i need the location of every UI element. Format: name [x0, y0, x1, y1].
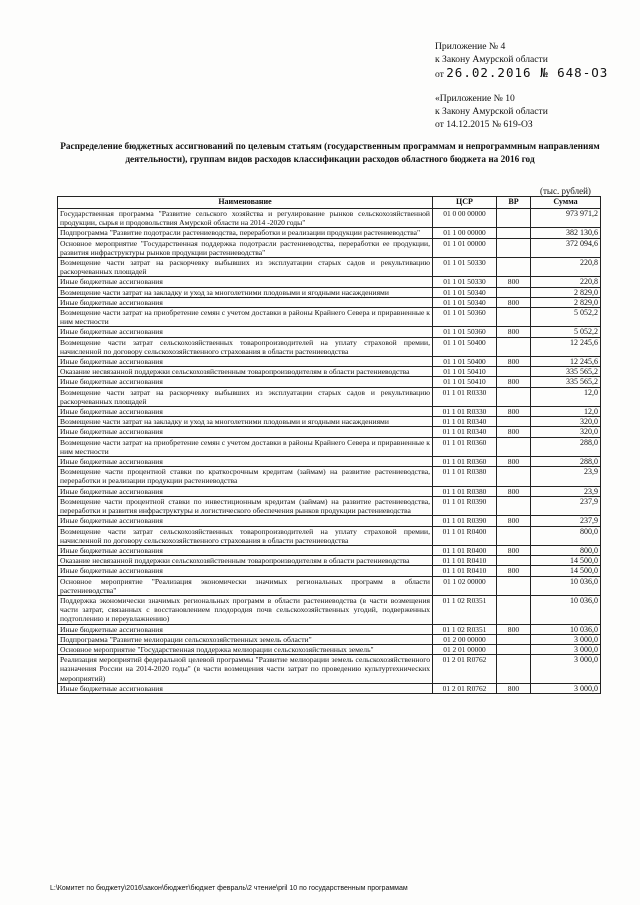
cell-vr	[497, 209, 531, 228]
cell-name: Иные бюджетные ассигнования	[58, 457, 433, 467]
table-row	[58, 327, 601, 337]
cell-sum: 335 565,2	[531, 377, 601, 387]
cell-name: Иные бюджетные ассигнования	[58, 516, 433, 526]
cell-vr	[497, 595, 531, 624]
cell-name: Реализация мероприятий федеральной целевой программы "Развитие мелиорации земель сельскохозяйственного назначения России на 2014-2020 годы" (в части возмещения части затрат по проведению культуртехнических мероприятий)	[58, 655, 433, 684]
cell-sum: 23,9	[531, 467, 601, 486]
table-row	[58, 377, 601, 387]
cell-name: Оказание несвязанной поддержки сельскохозяйственным товаропроизводителям в области растениеводства	[58, 367, 433, 377]
cell-name: Возмещение части затрат на закладку и уход за многолетними плодовыми и ягодными насаждениями	[58, 417, 433, 427]
table-row	[58, 437, 601, 456]
cell-name: Возмещение части процентной ставки по инвестиционным кредитам (займам) на развитие растениеводства, переработки и развития инфраструктуры и логистического обеспечения рынков продукции растениеводства	[58, 496, 433, 515]
cell-csr: 01 1 01 R0340	[433, 427, 497, 437]
cell-sum: 382 130,6	[531, 228, 601, 238]
table-row	[58, 576, 601, 595]
cell-csr: 01 1 01 00000	[433, 238, 497, 257]
cell-name: Поддержка экономически значимых региональных программ в области растениеводства (в части возмещения части затрат, связанных с восстановлением плодородия почв сельскохозяйственных угодий, подверженных подтоплению и переувлажнению)	[58, 595, 433, 624]
cell-name: Возмещение части затрат сельскохозяйственных товаропроизводителей на уплату страховой премии, начисленной по договору сельскохозяйственного страхования в области растениеводства	[58, 337, 433, 356]
cell-vr: 800	[497, 377, 531, 387]
document-title: Распределение бюджетных ассигнований по целевым статьям (государственным программам и непрограммным направлениям деятельности), группам видов расходов классификации расходов областного бюджета на 2016 год	[60, 142, 600, 165]
table-row	[58, 228, 601, 238]
cell-name: Возмещение части затрат на приобретение семян с учетом доставки в районы Крайнего Севера и приравненные к ним местности	[58, 308, 433, 327]
cell-vr	[497, 526, 531, 545]
cell-name: Иные бюджетные ассигнования	[58, 566, 433, 576]
table-row	[58, 526, 601, 545]
appendix-line: Приложение № 4	[435, 41, 506, 52]
cell-sum: 10 036,0	[531, 595, 601, 624]
cell-name: Иные бюджетные ассигнования	[58, 277, 433, 287]
cell-sum: 320,0	[531, 427, 601, 437]
cell-name: Возмещение части затрат на раскорчевку выбывших из эксплуатации старых садов и рекультивацию раскорчеванных площадей	[58, 387, 433, 406]
cell-vr: 800	[497, 516, 531, 526]
cell-sum: 2 829,0	[531, 297, 601, 307]
cell-name: Основное мероприятие "Государственная поддержка мелиорации сельскохозяйственных земель"	[58, 644, 433, 654]
table-row	[58, 496, 601, 515]
cell-vr: 800	[497, 624, 531, 634]
table-row	[58, 417, 601, 427]
cell-sum: 3 000,0	[531, 644, 601, 654]
cell-vr: 800	[497, 277, 531, 287]
cell-sum: 12,0	[531, 387, 601, 406]
units-label: (тыс. рублей)	[540, 186, 591, 196]
table-row	[58, 367, 601, 377]
cell-vr	[497, 337, 531, 356]
cell-vr	[497, 576, 531, 595]
cell-csr: 01 1 01 R0390	[433, 496, 497, 515]
cell-name: Основное мероприятие "Реализация экономически значимых региональных программ в области растениеводства"	[58, 576, 433, 595]
cell-csr: 01 1 01 R0400	[433, 526, 497, 545]
cell-sum: 3 000,0	[531, 655, 601, 684]
table-row	[58, 644, 601, 654]
cell-name: Государственная программа "Развитие сельского хозяйства и регулирование рынков сельскохозяйственной продукции, сырья и продовольствия Амурской области на 2014 -2020 годы"	[58, 209, 433, 228]
cell-sum: 973 971,2	[531, 209, 601, 228]
cell-name: Подпрограмма "Развитие мелиорации сельскохозяйственных земель области"	[58, 634, 433, 644]
prev-appendix-law-line: к Закону Амурской области	[435, 106, 548, 117]
cell-csr: 01 1 01 50360	[433, 327, 497, 337]
table-row	[58, 387, 601, 406]
cell-csr: 01 1 02 00000	[433, 576, 497, 595]
cell-vr: 800	[497, 407, 531, 417]
cell-csr: 01 1 01 50400	[433, 337, 497, 356]
table-row	[58, 337, 601, 356]
cell-sum: 800,0	[531, 526, 601, 545]
cell-csr: 01 1 01 50360	[433, 308, 497, 327]
cell-vr: 800	[497, 457, 531, 467]
table-row	[58, 457, 601, 467]
table-row	[58, 655, 601, 684]
cell-vr: 800	[497, 427, 531, 437]
cell-name: Иные бюджетные ассигнования	[58, 427, 433, 437]
table-row	[58, 556, 601, 566]
cell-sum: 2 829,0	[531, 287, 601, 297]
cell-sum: 320,0	[531, 417, 601, 427]
table-row	[58, 357, 601, 367]
cell-csr: 01 1 01 R0390	[433, 516, 497, 526]
table-row	[58, 683, 601, 693]
budget-table	[57, 196, 601, 694]
cell-csr: 01 1 01 R0340	[433, 417, 497, 427]
header-csr: ЦСР	[433, 197, 497, 209]
file-path-footer: L:\Комитет по бюджету\2016\закон\бюджет\бюджет февраль\2 чтение\pril 10 по государственным программам	[50, 885, 408, 892]
cell-vr	[497, 644, 531, 654]
table-row	[58, 297, 601, 307]
table-row	[58, 258, 601, 277]
cell-csr: 01 1 01 50410	[433, 367, 497, 377]
cell-vr	[497, 467, 531, 486]
cell-vr: 800	[497, 486, 531, 496]
cell-name: Иные бюджетные ассигнования	[58, 545, 433, 555]
cell-sum: 288,0	[531, 437, 601, 456]
table-body	[58, 209, 601, 694]
cell-sum: 237,9	[531, 496, 601, 515]
table-row	[58, 427, 601, 437]
cell-name: Оказание несвязанной поддержки сельскохозяйственным товаропроизводителям в области растениеводства	[58, 556, 433, 566]
cell-vr	[497, 634, 531, 644]
cell-csr: 01 1 01 R0330	[433, 407, 497, 417]
cell-sum: 5 052,2	[531, 308, 601, 327]
cell-csr: 01 1 01 R0360	[433, 437, 497, 456]
cell-csr: 01 1 02 R0351	[433, 595, 497, 624]
prev-appendix-date-line: от 14.12.2015 № 619-ОЗ	[435, 119, 533, 130]
appendix-header	[435, 40, 635, 131]
cell-sum: 220,8	[531, 277, 601, 287]
cell-name: Возмещение части затрат на приобретение семян с учетом доставки в районы Крайнего Севера и приравненные к ним местности	[58, 437, 433, 456]
cell-csr: 01 1 01 R0410	[433, 556, 497, 566]
cell-csr: 01 1 00 00000	[433, 228, 497, 238]
cell-vr: 800	[497, 357, 531, 367]
cell-sum: 10 036,0	[531, 624, 601, 634]
cell-vr	[497, 655, 531, 684]
cell-name: Возмещение части затрат на раскорчевку выбывших из эксплуатации старых садов и рекультивацию раскорчеванных площадей	[58, 258, 433, 277]
cell-name: Подпрограмма "Развитие подотрасли растениеводства, переработки и реализации продукции растениеводства"	[58, 228, 433, 238]
cell-csr: 01 2 01 R0762	[433, 655, 497, 684]
cell-vr	[497, 238, 531, 257]
cell-sum: 10 036,0	[531, 576, 601, 595]
cell-vr	[497, 387, 531, 406]
table-row	[58, 238, 601, 257]
cell-name: Иные бюджетные ассигнования	[58, 377, 433, 387]
date-prefix: от	[435, 69, 444, 80]
cell-csr: 01 2 01 00000	[433, 644, 497, 654]
cell-csr: 01 1 01 50400	[433, 357, 497, 367]
cell-name: Иные бюджетные ассигнования	[58, 297, 433, 307]
cell-vr	[497, 287, 531, 297]
cell-vr: 800	[497, 545, 531, 555]
cell-sum: 12 245,6	[531, 357, 601, 367]
cell-sum: 335 565,2	[531, 367, 601, 377]
cell-csr: 01 0 00 00000	[433, 209, 497, 228]
cell-name: Основное мероприятие "Государственная поддержка подотрасли растениеводства, переработки ее продукции, развития инфраструктуры рынков продукции растениеводства"	[58, 238, 433, 257]
cell-vr: 800	[497, 683, 531, 693]
table-row	[58, 467, 601, 486]
table-row	[58, 566, 601, 576]
cell-name: Возмещение части процентной ставки по краткосрочным кредитам (займам) на развитие растениеводства, переработки и реализации продукции растениеводства	[58, 467, 433, 486]
cell-sum: 14 500,0	[531, 566, 601, 576]
cell-csr: 01 1 01 R0410	[433, 566, 497, 576]
cell-sum: 800,0	[531, 545, 601, 555]
header-vr: ВР	[497, 197, 531, 209]
table-row	[58, 277, 601, 287]
table-header-row	[58, 197, 601, 209]
cell-sum: 12 245,6	[531, 337, 601, 356]
cell-csr: 01 1 02 R0351	[433, 624, 497, 634]
cell-csr: 01 1 01 50410	[433, 377, 497, 387]
cell-sum: 3 000,0	[531, 634, 601, 644]
table-row	[58, 209, 601, 228]
table-row	[58, 308, 601, 327]
cell-csr: 01 2 00 00000	[433, 634, 497, 644]
table-row	[58, 634, 601, 644]
cell-sum: 3 000,0	[531, 683, 601, 693]
cell-csr: 01 2 01 R0762	[433, 683, 497, 693]
cell-csr: 01 1 01 50330	[433, 277, 497, 287]
cell-name: Иные бюджетные ассигнования	[58, 683, 433, 693]
cell-sum: 14 500,0	[531, 556, 601, 566]
table-row	[58, 624, 601, 634]
cell-vr	[497, 308, 531, 327]
cell-csr: 01 1 01 50330	[433, 258, 497, 277]
cell-vr: 800	[497, 327, 531, 337]
cell-name: Иные бюджетные ассигнования	[58, 624, 433, 634]
cell-name: Возмещение части затрат сельскохозяйственных товаропроизводителей на уплату страховой премии, начисленной по договору сельскохозяйственного страхования в области растениеводства	[58, 526, 433, 545]
cell-csr: 01 1 01 50340	[433, 297, 497, 307]
cell-sum: 288,0	[531, 457, 601, 467]
header-sum: Сумма	[531, 197, 601, 209]
cell-vr	[497, 367, 531, 377]
cell-sum: 372 094,6	[531, 238, 601, 257]
cell-vr	[497, 228, 531, 238]
table-row	[58, 407, 601, 417]
date-stamp: 26.02.2016 № 648-ОЗ	[446, 65, 609, 80]
prev-appendix-line: «Приложение № 10	[435, 93, 515, 104]
cell-vr	[497, 556, 531, 566]
cell-sum: 5 052,2	[531, 327, 601, 337]
cell-csr: 01 1 01 R0380	[433, 467, 497, 486]
cell-name: Иные бюджетные ассигнования	[58, 486, 433, 496]
cell-vr: 800	[497, 297, 531, 307]
cell-name: Иные бюджетные ассигнования	[58, 327, 433, 337]
table-row	[58, 287, 601, 297]
cell-vr: 800	[497, 566, 531, 576]
table-row	[58, 545, 601, 555]
table-row	[58, 516, 601, 526]
cell-sum: 23,9	[531, 486, 601, 496]
cell-vr	[497, 496, 531, 515]
cell-name: Иные бюджетные ассигнования	[58, 407, 433, 417]
cell-csr: 01 1 01 R0360	[433, 457, 497, 467]
cell-sum: 12,0	[531, 407, 601, 417]
appendix-date-line	[435, 66, 635, 81]
cell-csr: 01 1 01 R0400	[433, 545, 497, 555]
table-row	[58, 486, 601, 496]
cell-sum: 237,9	[531, 516, 601, 526]
cell-vr	[497, 417, 531, 427]
cell-vr	[497, 258, 531, 277]
cell-csr: 01 1 01 50340	[433, 287, 497, 297]
cell-name: Иные бюджетные ассигнования	[58, 357, 433, 367]
appendix-law-line: к Закону Амурской области	[435, 54, 548, 65]
cell-name: Возмещение части затрат на закладку и уход за многолетними плодовыми и ягодными насаждениями	[58, 287, 433, 297]
cell-csr: 01 1 01 R0330	[433, 387, 497, 406]
cell-vr	[497, 437, 531, 456]
cell-sum: 220,8	[531, 258, 601, 277]
cell-csr: 01 1 01 R0380	[433, 486, 497, 496]
header-name: Наименование	[58, 197, 433, 209]
table-row	[58, 595, 601, 624]
